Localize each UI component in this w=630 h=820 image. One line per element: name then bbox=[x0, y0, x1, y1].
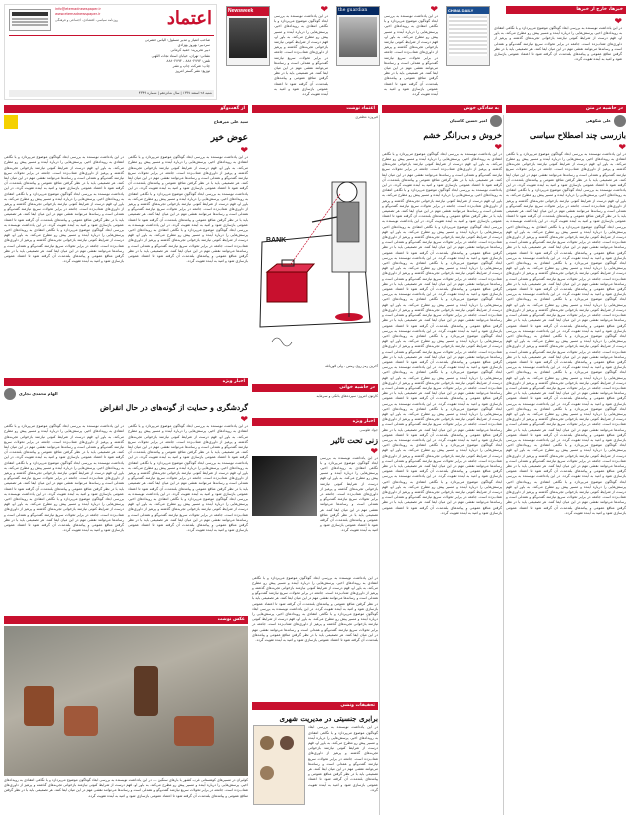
heart-icon: ❤ bbox=[320, 5, 328, 15]
article-title[interactable]: عوض خیر bbox=[210, 133, 248, 143]
left-lower-article bbox=[4, 388, 248, 613]
article-body: در این یادداشت نویسنده به بررسی ابعاد گوناگون موضوع می‌پردازد و با نگاهی انتقادی به رویدادهای اخیر، پرسش‌هایی را درباره آینده و مسیر پیش رو مطرح می‌کند. به باور او، فهم درست از شرایط کنونی نیازمند بازخوانی تجربه‌های گذشته و پرهیز از داوری‌های شتاب‌زده است. جامعه در برابر تحولات سریع نیازمند گفت‌وگو و همدلی است و رسانه‌ها می‌توانند نقشی مهم در این میان ایفا کنند. هر تصمیمی باید با در نظر گرفتن منافع عمومی و پیامدهای بلندمدت آن گرفته شود تا اعتماد عمومی بازسازی شود و امید به آینده تقویت گردد. در این یادداشت نویسنده به بررسی ابعاد گوناگون موضوع می‌پردازد و با نگاهی انتقادی به رویدادهای اخیر، پرسش‌هایی را درباره آینده و مسیر پیش رو مطرح می‌کند. به باور او، فهم درست از شرایط کنونی نیازمند بازخوانی تجربه‌های گذشته و پرهیز از داوری‌های شتاب‌زده است. جامعه در برابر تحولات سریع نیازمند گفت‌وگو و همدلی است و رسانه‌ها می‌توانند نقشی مهم در این میان ایفا کنند. هر تصمیمی باید با در نظر گرفتن منافع عمومی و پیامدهای بلندمدت آن گرفته شود تا اعتماد عمومی بازسازی شود و امید به آینده تقویت گردد. در این یادداشت نویسنده به بررسی ابعاد گوناگون موضوع می‌پردازد و با نگاهی انتقادی به رویدادهای اخیر، پرسش‌هایی را درباره آینده و مسیر پیش رو مطرح می‌کند. به باور او، فهم درست از شرایط کنونی نیازمند بازخوانی تجربه‌های گذشته و پرهیز از داوری‌های شتاب‌زده است. جامعه در برابر تحولات سریع نیازمند گفت‌وگو و همدلی است و رسانه‌ها می‌توانند نقشی مهم در این میان ایفا کنند. هر تصمیمی باید با در نظر گرفتن منافع عمومی و پیامدهای بلندمدت آن گرفته شود تا اعتماد عمومی بازسازی شود و امید به آینده تقویت گردد. bbox=[4, 155, 124, 264]
article-body: در این یادداشت نویسنده به بررسی ابعاد گوناگون موضوع می‌پردازد و با نگاهی انتقادی به رویدادهای اخیر، پرسش‌هایی را درباره آینده و مسیر پیش رو مطرح می‌کند. به باور او، فهم درست از شرایط کنونی نیازمند بازخوانی تجربه‌های گذشته و پرهیز از داوری‌های شتاب‌زده است. جامعه در برابر تحولات سریع نیازمند گفت‌وگو و همدلی است و رسانه‌ها می‌توانند نقشی مهم در این میان ایفا کنند. هر تصمیمی باید با در نظر گرفتن منافع عمومی و پیامدهای بلندمدت آن گرفته شود تا اعتماد عمومی بازسازی شود و امید به آینده تقویت گردد. در این یادداشت نویسنده به بررسی ابعاد گوناگون موضوع می‌پردازد و با نگاهی انتقادی به رویدادهای اخیر، پرسش‌هایی را درباره آینده و مسیر پیش رو مطرح می‌کند. به باور او، فهم درست از شرایط کنونی نیازمند بازخوانی تجربه‌های گذشته و پرهیز از داوری‌های شتاب‌زده است. جامعه در برابر تحولات سریع نیازمند گفت‌وگو و همدلی است و رسانه‌ها می‌توانند نقشی مهم در این میان ایفا کنند. هر تصمیمی باید با در نظر گرفتن منافع عمومی و پیامدهای بلندمدت آن گرفته شود تا اعتماد عمومی بازسازی شود و امید به آینده تقویت گردد. در این یادداشت نویسنده به بررسی ابعاد گوناگون موضوع می‌پردازد و با نگاهی انتقادی به رویدادهای اخیر، پرسش‌هایی را درباره آینده و مسیر پیش رو مطرح می‌کند. به باور او، فهم درست از شرایط کنونی نیازمند بازخوانی تجربه‌های گذشته و پرهیز از داوری‌های شتاب‌زده است. جامعه در برابر تحولات سریع نیازمند گفت‌وگو و همدلی است و رسانه‌ها می‌توانند نقشی مهم در این میان ایفا کنند. هر تصمیمی باید با در نظر گرفتن منافع عمومی و پیامدهای بلندمدت آن گرفته شود تا اعتماد عمومی بازسازی شود و امید به آینده تقویت گردد. در این یادداشت نویسنده به بررسی ابعاد گوناگون موضوع می‌پردازد و با نگاهی انتقادی به رویدادهای اخیر، پرسش‌هایی را درباره آینده و مسیر پیش رو مطرح می‌کند. به باور او، فهم درست از شرایط کنونی نیازمند بازخوانی تجربه‌های گذشته و پرهیز از داوری‌های شتاب‌زده است. جامعه در برابر تحولات سریع نیازمند گفت‌وگو و همدلی است و رسانه‌ها می‌توانند نقشی مهم در این میان ایفا کنند. هر تصمیمی باید با در نظر گرفتن منافع عمومی و پیامدهای بلندمدت آن گرفته شود تا اعتماد عمومی بازسازی شود و امید به آینده تقویت گردد. در این یادداشت نویسنده به بررسی ابعاد گوناگون موضوع می‌پردازد و با نگاهی انتقادی به رویدادهای اخیر، پرسش‌هایی را درباره آینده و مسیر پیش رو مطرح می‌کند. به باور او، فهم درست از شرایط کنونی نیازمند بازخوانی تجربه‌های گذشته و پرهیز از داوری‌های شتاب‌زده است. جامعه در برابر تحولات سریع نیازمند گفت‌وگو و همدلی است و رسانه‌ها می‌توانند نقشی مهم در این میان ایفا کنند. هر تصمیمی باید با در نظر گرفتن منافع عمومی و پیامدهای بلندمدت آن گرفته شود تا اعتماد عمومی بازسازی شود و امید به آینده تقویت گردد. در این یادداشت نویسنده به بررسی ابعاد گوناگون موضوع می‌پردازد و با نگاهی انتقادی به رویدادهای اخیر، پرسش‌هایی را درباره آینده و مسیر پیش رو مطرح می‌کند. به باور او، فهم درست از شرایط کنونی نیازمند بازخوانی تجربه‌های گذشته و پرهیز از داوری‌های شتاب‌زده است. جامعه در برابر تحولات سریع نیازمند گفت‌وگو و همدلی است و رسانه‌ها می‌توانند نقشی مهم در این میان ایفا کنند. هر تصمیمی باید با در نظر گرفتن منافع عمومی و پیامدهای بلندمدت آن گرفته شود تا اعتماد عمومی بازسازی شود و امید به آینده تقویت گردد. در این یادداشت نویسنده به بررسی ابعاد گوناگون موضوع می‌پردازد و با نگاهی انتقادی به رویدادهای اخیر، پرسش‌هایی را درباره آینده و مسیر پیش رو مطرح می‌کند. به باور او، فهم درست از شرایط کنونی نیازمند بازخوانی تجربه‌های گذشته و پرهیز از داوری‌های شتاب‌زده است. جامعه در برابر تحولات سریع نیازمند گفت‌وگو و همدلی است و رسانه‌ها می‌توانند نقشی مهم در این میان ایفا کنند. هر تصمیمی باید با در نظر گرفتن منافع عمومی و پیامدهای بلندمدت آن گرفته شود تا اعتماد عمومی بازسازی شود و امید به آینده تقویت گردد. در این یادداشت نویسنده به بررسی ابعاد گوناگون موضوع می‌پردازد و با نگاهی انتقادی به رویدادهای اخیر، پرسش‌هایی را درباره آینده و مسیر پیش رو مطرح می‌کند. به باور او، فهم درست از شرایط کنونی نیازمند بازخوانی تجربه‌های گذشته و پرهیز از داوری‌های شتاب‌زده است. جامعه در برابر تحولات سریع نیازمند گفت‌وگو و همدلی است و رسانه‌ها می‌توانند نقشی مهم در این میان ایفا کنند. هر تصمیمی باید با در نظر گرفتن منافع عمومی و پیامدهای بلندمدت آن گرفته شود تا اعتماد عمومی بازسازی شود و امید به آینده تقویت گردد. در این یادداشت نویسنده به بررسی ابعاد گوناگون موضوع می‌پردازد و با نگاهی انتقادی به رویدادهای اخیر، پرسش‌هایی را درباره آینده و مسیر پیش رو مطرح می‌کند. به باور او، فهم درست از شرایط کنونی نیازمند بازخوانی تجربه‌های گذشته و پرهیز از داوری‌های شتاب‌زده است. جامعه در برابر تحولات سریع نیازمند گفت‌وگو و همدلی است و رسانه‌ها می‌توانند نقشی مهم در این میان ایفا کنند. هر تصمیمی باید با در نظر گرفتن منافع عمومی و پیامدهای بلندمدت آن گرفته شود تا اعتماد عمومی بازسازی شود و امید به آینده تقویت گردد. در این یادداشت نویسنده به بررسی ابعاد گوناگون موضوع می‌پردازد و با نگاهی انتقادی به رویدادهای اخیر، پرسش‌هایی را درباره آینده و مسیر پیش رو مطرح می‌کند. به باور او، فهم درست از شرایط کنونی نیازمند بازخوانی تجربه‌های گذشته و پرهیز از داوری‌های شتاب‌زده است. جامعه در برابر تحولات سریع نیازمند گفت‌وگو و همدلی است و رسانه‌ها می‌توانند نقشی مهم در این میان ایفا کنند. هر تصمیمی باید با در نظر گرفتن منافع عمومی و پیامدهای بلندمدت آن گرفته شود تا اعتماد عمومی بازسازی شود و امید به آینده تقویت گردد. bbox=[506, 151, 626, 515]
cover-title: Newsweek bbox=[227, 7, 269, 16]
heart-icon: ❤ bbox=[618, 142, 626, 153]
section-header-bottommid: تحقیقات ونشی bbox=[252, 702, 378, 710]
heart-icon: ❤ bbox=[494, 142, 502, 153]
article-photo bbox=[253, 725, 305, 805]
cover-title: CHINA DAILY bbox=[447, 7, 489, 14]
article-title[interactable]: بازرسی چند اصطلاح سیاسی bbox=[529, 130, 626, 140]
section-header-caption: در حاشیه خوانی bbox=[252, 384, 378, 392]
author-name: جواد طوسی bbox=[359, 428, 378, 432]
staff-line: توزیع: نشر گستر امروز bbox=[175, 69, 210, 74]
staff-line: نشانی: تهران، خیابان استاد نجات اللهی bbox=[151, 53, 210, 58]
staff-line: چاپ: شرکت چاپ و نشر bbox=[172, 64, 210, 69]
masthead-email[interactable]: info@etemadnewspaper.ir bbox=[55, 7, 101, 11]
cartoon-caption: کارتون امروز: سپرده‌های بانکی و سرمایه bbox=[316, 394, 378, 398]
article-body: در این یادداشت نویسنده به بررسی ابعاد گوناگون موضوع می‌پردازد و با نگاهی انتقادی به رویدادهای اخیر، پرسش‌هایی را درباره آینده و مسیر پیش رو مطرح می‌کند. به باور او، فهم درست از شرایط کنونی نیازمند بازخوانی تجربه‌های گذشته و پرهیز از داوری‌های شتاب‌زده است. جامعه در برابر تحولات سریع نیازمند گفت‌وگو و همدلی است و رسانه‌ها می‌توانند نقشی مهم در این میان ایفا کنند. هر تصمیمی باید با در نظر گرفتن منافع عمومی و پیامدهای بلندمدت آن گرفته شود تا اعتماد عمومی بازسازی شود و امید به آینده تقویت گردد. در این یادداشت نویسنده به بررسی ابعاد گوناگون موضوع می‌پردازد و با نگاهی انتقادی به رویدادهای اخیر، پرسش‌هایی را درباره آینده و مسیر پیش رو مطرح می‌کند. به باور او، فهم درست از شرایط کنونی نیازمند بازخوانی تجربه‌های گذشته و پرهیز از داوری‌های شتاب‌زده است. جامعه در برابر تحولات سریع نیازمند گفت‌وگو و همدلی است و رسانه‌ها می‌توانند نقشی مهم در این میان ایفا کنند. هر تصمیمی باید با در نظر گرفتن منافع عمومی و پیامدهای بلندمدت آن گرفته شود تا اعتماد عمومی بازسازی شود و امید به آینده تقویت گردد. در این یادداشت نویسنده به بررسی ابعاد گوناگون موضوع می‌پردازد و با نگاهی انتقادی به رویدادهای اخیر، پرسش‌هایی را درباره آینده و مسیر پیش رو مطرح می‌کند. به باور او، فهم درست از شرایط کنونی نیازمند بازخوانی تجربه‌های گذشته و پرهیز از داوری‌های شتاب‌زده است. جامعه در برابر تحولات سریع نیازمند گفت‌وگو و همدلی است و رسانه‌ها می‌توانند نقشی مهم در این میان ایفا کنند. هر تصمیمی باید با در نظر گرفتن منافع عمومی و پیامدهای بلندمدت آن گرفته شود تا اعتماد عمومی بازسازی شود و امید به آینده تقویت گردد. bbox=[128, 155, 248, 264]
cover-text: در این یادداشت نویسنده به بررسی ابعاد گوناگون موضوع می‌پردازد و با نگاهی انتقادی به رویدادهای اخیر، پرسش‌هایی را درباره آینده و مسیر پیش رو مطرح می‌کند. به باور او، فهم درست از شرایط کنونی نیازمند بازخوانی تجربه‌های گذشته و پرهیز از داوری‌های شتاب‌زده است. جامعه در برابر تحولات سریع نیازمند گفت‌وگو و همدلی است و رسانه‌ها می‌توانند نقشی مهم در این میان ایفا کنند. هر تصمیمی باید با در نظر گرفتن منافع عمومی و پیامدهای بلندمدت آن گرفته شود تا اعتماد عمومی بازسازی شود و امید به آینده تقویت گردد. bbox=[384, 14, 438, 97]
section-header-mid: به سادگی خوش bbox=[382, 105, 502, 113]
midlower-article bbox=[252, 428, 378, 698]
cover-text: در این یادداشت نویسنده به بررسی ابعاد گوناگون موضوع می‌پردازد و با نگاهی انتقادی به رویدادهای اخیر، پرسش‌هایی را درباره آینده و مسیر پیش رو مطرح می‌کند. به باور او، فهم درست از شرایط کنونی نیازمند بازخوانی تجربه‌های گذشته و پرهیز از داوری‌های شتاب‌زده است. جامعه در برابر تحولات سریع نیازمند گفت‌وگو و همدلی است و رسانه‌ها می‌توانند نقشی مهم در این میان ایفا کنند. هر تصمیمی باید با در نظر گرفتن منافع عمومی و پیامدهای بلندمدت آن گرفته شود تا اعتماد عمومی بازسازی شود و امید به آینده تقویت گردد. bbox=[494, 26, 622, 62]
cartoon-block bbox=[252, 115, 378, 380]
author-name: الهام محمدی نجاری bbox=[19, 391, 58, 397]
column-icon bbox=[4, 115, 18, 129]
right-column bbox=[506, 115, 626, 815]
heart-icon: ❤ bbox=[614, 17, 622, 27]
article-title[interactable]: برابری جنسیتی در مدیریت شهری bbox=[279, 714, 378, 723]
section-header-right: در حاشیه در متن bbox=[506, 105, 626, 113]
photo-caption: کولبران در مسیرهای کوهستانی غرب کشور با بارهای سنگین — در این یادداشت نویسنده به بررسی ابعاد گوناگون موضوع می‌پردازد و با نگاهی انتقادی به رویدادهای اخیر، پرسش‌هایی را درباره آینده و مسیر پیش رو مطرح می‌کند. به باور او، فهم درست از شرایط کنونی نیازمند بازخوانی تجربه‌های گذشته و پرهیز از داوری‌های شتاب‌زده است. جامعه در برابر تحولات سریع نیازمند گفت‌وگو و همدلی است و رسانه‌ها می‌توانند نقشی مهم در این میان ایفا کنند. هر تصمیمی باید با در نظر گرفتن منافع عمومی و پیامدهای بلندمدت آن گرفته شود تا اعتماد عمومی بازسازی شود و امید به آینده تقویت گردد. bbox=[4, 778, 248, 798]
staff-line: صاحب امتیاز و مدیر مسئول: الیاس حضرتی bbox=[144, 38, 210, 42]
cartoon-footer: آخرین رمز روی رمس - ولی قورباغه bbox=[325, 363, 378, 368]
article-body: در این یادداشت نویسنده به بررسی ابعاد گوناگون موضوع می‌پردازد و با نگاهی انتقادی به رویدادهای اخیر، پرسش‌هایی را درباره آینده و مسیر پیش رو مطرح می‌کند. به باور او، فهم درست از شرایط کنونی نیازمند بازخوانی تجربه‌های گذشته و پرهیز از داوری‌های شتاب‌زده است. جامعه در برابر تحولات سریع نیازمند گفت‌وگو و همدلی است و رسانه‌ها می‌توانند نقشی مهم در این میان ایفا کنند. هر تصمیمی باید با در نظر گرفتن منافع عمومی و پیامدهای بلندمدت آن گرفته شود تا اعتماد عمومی بازسازی شود و امید به آینده تقویت گردد. bbox=[308, 725, 378, 792]
section-header-left: از گفت‌وگو bbox=[4, 105, 248, 113]
bank-label: BANK bbox=[266, 237, 287, 244]
heart-icon: ❤ bbox=[370, 446, 378, 457]
author-name: سید علی میرفتاح bbox=[213, 119, 248, 125]
heart-icon: ❤ bbox=[240, 415, 248, 426]
author-avatar bbox=[490, 115, 502, 127]
dateline: شنبه ۲۸ اسفند ۱۳۹۷ | سال شانزدهم | شماره ۴۳۴۹ bbox=[9, 90, 214, 97]
left-upper-article bbox=[4, 115, 248, 375]
article-body: در این یادداشت نویسنده به بررسی ابعاد گوناگون موضوع می‌پردازد و با نگاهی انتقادی به رویدادهای اخیر، پرسش‌هایی را درباره آینده و مسیر پیش رو مطرح می‌کند. به باور او، فهم درست از شرایط کنونی نیازمند بازخوانی تجربه‌های گذشته و پرهیز از داوری‌های شتاب‌زده است. جامعه در برابر تحولات سریع نیازمند گفت‌وگو و همدلی است و رسانه‌ها می‌توانند نقشی مهم در این میان ایفا کنند. هر تصمیمی باید با در نظر گرفتن منافع عمومی و پیامدهای بلندمدت آن گرفته شود تا اعتماد عمومی بازسازی شود و امید به آینده تقویت گردد. در این یادداشت نویسنده به بررسی ابعاد گوناگون موضوع می‌پردازد و با نگاهی انتقادی به رویدادهای اخیر، پرسش‌هایی را درباره آینده و مسیر پیش رو مطرح می‌کند. به باور او، فهم درست از شرایط کنونی نیازمند بازخوانی تجربه‌های گذشته و پرهیز از داوری‌های شتاب‌زده است. جامعه در برابر تحولات سریع نیازمند گفت‌وگو و همدلی است و رسانه‌ها می‌توانند نقشی مهم در این میان ایفا کنند. هر تصمیمی باید با در نظر گرفتن منافع عمومی و پیامدهای بلندمدت آن گرفته شود تا اعتماد عمومی بازسازی شود و امید به آینده تقویت گردد. در این یادداشت نویسنده به بررسی ابعاد گوناگون موضوع می‌پردازد و با نگاهی انتقادی به رویدادهای اخیر، پرسش‌هایی را درباره آینده و مسیر پیش رو مطرح می‌کند. به باور او، فهم درست از شرایط کنونی نیازمند بازخوانی تجربه‌های گذشته و پرهیز از داوری‌های شتاب‌زده است. جامعه در برابر تحولات سریع نیازمند گفت‌وگو و همدلی است و رسانه‌ها می‌توانند نقشی مهم در این میان ایفا کنند. هر تصمیمی باید با در نظر گرفتن منافع عمومی و پیامدهای بلندمدت آن گرفته شود تا اعتماد عمومی بازسازی شود و امید به آینده تقویت گردد. bbox=[128, 424, 248, 533]
staff-line: تلفن: ۸۸۸۰۲۷۹۳ - ۸۸۸۰۲۷۹۴ bbox=[166, 58, 210, 63]
mid-column bbox=[382, 115, 502, 815]
cover-strip bbox=[222, 4, 626, 100]
author-avatar bbox=[4, 388, 16, 400]
cover-chinadaily[interactable] bbox=[446, 6, 490, 66]
masthead-logo: اعتماد bbox=[166, 8, 212, 29]
article-title[interactable]: گردشگری و حمایت از گونه‌های در حال انقراض bbox=[99, 403, 248, 412]
cover-guardian[interactable] bbox=[336, 6, 380, 66]
masthead-slogan: روزنامه سیاسی، اقتصادی، اجتماعی و فرهنگی bbox=[55, 18, 119, 22]
section-header-cartoon: اعتماد نوشت bbox=[252, 105, 378, 113]
bottommid-article bbox=[252, 712, 378, 816]
staff-list bbox=[30, 38, 210, 74]
staff-line: سردبیر: بهروز بهزادی bbox=[177, 43, 210, 48]
cover-newsweek[interactable] bbox=[226, 6, 270, 66]
article-body: در این یادداشت نویسنده به بررسی ابعاد گوناگون موضوع می‌پردازد و با نگاهی انتقادی به رویدادهای اخیر، پرسش‌هایی را درباره آینده و مسیر پیش رو مطرح می‌کند. به باور او، فهم درست از شرایط کنونی نیازمند بازخوانی تجربه‌های گذشته و پرهیز از داوری‌های شتاب‌زده است. جامعه در برابر تحولات سریع نیازمند گفت‌وگو و همدلی است و رسانه‌ها می‌توانند نقشی مهم در این میان ایفا کنند. هر تصمیمی باید با در نظر گرفتن منافع عمومی و پیامدهای بلندمدت آن گرفته شود تا اعتماد عمومی بازسازی شود و امید به آینده تقویت گردد. در این یادداشت نویسنده به بررسی ابعاد گوناگون موضوع می‌پردازد و با نگاهی انتقادی به رویدادهای اخیر، پرسش‌هایی را درباره آینده و مسیر پیش رو مطرح می‌کند. به باور او، فهم درست از شرایط کنونی نیازمند بازخوانی تجربه‌های گذشته و پرهیز از داوری‌های شتاب‌زده است. جامعه در برابر تحولات سریع نیازمند گفت‌وگو و همدلی است و رسانه‌ها می‌توانند نقشی مهم در این میان ایفا کنند. هر تصمیمی باید با در نظر گرفتن منافع عمومی و پیامدهای بلندمدت آن گرفته شود تا اعتماد عمومی بازسازی شود و امید به آینده تقویت گردد. در این یادداشت نویسنده به بررسی ابعاد گوناگون موضوع می‌پردازد و با نگاهی انتقادی به رویدادهای اخیر، پرسش‌هایی را درباره آینده و مسیر پیش رو مطرح می‌کند. به باور او، فهم درست از شرایط کنونی نیازمند بازخوانی تجربه‌های گذشته و پرهیز از داوری‌های شتاب‌زده است. جامعه در برابر تحولات سریع نیازمند گفت‌وگو و همدلی است و رسانه‌ها می‌توانند نقشی مهم در این میان ایفا کنند. هر تصمیمی باید با در نظر گرفتن منافع عمومی و پیامدهای بلندمدت آن گرفته شود تا اعتماد عمومی بازسازی شود و امید به آینده تقویت گردد. در این یادداشت نویسنده به بررسی ابعاد گوناگون موضوع می‌پردازد و با نگاهی انتقادی به رویدادهای اخیر، پرسش‌هایی را درباره آینده و مسیر پیش رو مطرح می‌کند. به باور او، فهم درست از شرایط کنونی نیازمند بازخوانی تجربه‌های گذشته و پرهیز از داوری‌های شتاب‌زده است. جامعه در برابر تحولات سریع نیازمند گفت‌وگو و همدلی است و رسانه‌ها می‌توانند نقشی مهم در این میان ایفا کنند. هر تصمیمی باید با در نظر گرفتن منافع عمومی و پیامدهای بلندمدت آن گرفته شود تا اعتماد عمومی بازسازی شود و امید به آینده تقویت گردد. در این یادداشت نویسنده به بررسی ابعاد گوناگون موضوع می‌پردازد و با نگاهی انتقادی به رویدادهای اخیر، پرسش‌هایی را درباره آینده و مسیر پیش رو مطرح می‌کند. به باور او، فهم درست از شرایط کنونی نیازمند بازخوانی تجربه‌های گذشته و پرهیز از داوری‌های شتاب‌زده است. جامعه در برابر تحولات سریع نیازمند گفت‌وگو و همدلی است و رسانه‌ها می‌توانند نقشی مهم در این میان ایفا کنند. هر تصمیمی باید با در نظر گرفتن منافع عمومی و پیامدهای بلندمدت آن گرفته شود تا اعتماد عمومی بازسازی شود و امید به آینده تقویت گردد. در این یادداشت نویسنده به بررسی ابعاد گوناگون موضوع می‌پردازد و با نگاهی انتقادی به رویدادهای اخیر، پرسش‌هایی را درباره آینده و مسیر پیش رو مطرح می‌کند. به باور او، فهم درست از شرایط کنونی نیازمند بازخوانی تجربه‌های گذشته و پرهیز از داوری‌های شتاب‌زده است. جامعه در برابر تحولات سریع نیازمند گفت‌وگو و همدلی است و رسانه‌ها می‌توانند نقشی مهم در این میان ایفا کنند. هر تصمیمی باید با در نظر گرفتن منافع عمومی و پیامدهای بلندمدت آن گرفته شود تا اعتماد عمومی بازسازی شود و امید به آینده تقویت گردد. در این یادداشت نویسنده به بررسی ابعاد گوناگون موضوع می‌پردازد و با نگاهی انتقادی به رویدادهای اخیر، پرسش‌هایی را درباره آینده و مسیر پیش رو مطرح می‌کند. به باور او، فهم درست از شرایط کنونی نیازمند بازخوانی تجربه‌های گذشته و پرهیز از داوری‌های شتاب‌زده است. جامعه در برابر تحولات سریع نیازمند گفت‌وگو و همدلی است و رسانه‌ها می‌توانند نقشی مهم در این میان ایفا کنند. هر تصمیمی باید با در نظر گرفتن منافع عمومی و پیامدهای بلندمدت آن گرفته شود تا اعتماد عمومی بازسازی شود و امید به آینده تقویت گردد. در این یادداشت نویسنده به بررسی ابعاد گوناگون موضوع می‌پردازد و با نگاهی انتقادی به رویدادهای اخیر، پرسش‌هایی را درباره آینده و مسیر پیش رو مطرح می‌کند. به باور او، فهم درست از شرایط کنونی نیازمند بازخوانی تجربه‌های گذشته و پرهیز از داوری‌های شتاب‌زده است. جامعه در برابر تحولات سریع نیازمند گفت‌وگو و همدلی است و رسانه‌ها می‌توانند نقشی مهم در این میان ایفا کنند. هر تصمیمی باید با در نظر گرفتن منافع عمومی و پیامدهای بلندمدت آن گرفته شود تا اعتماد عمومی بازسازی شود و امید به آینده تقویت گردد. در این یادداشت نویسنده به بررسی ابعاد گوناگون موضوع می‌پردازد و با نگاهی انتقادی به رویدادهای اخیر، پرسش‌هایی را درباره آینده و مسیر پیش رو مطرح می‌کند. به باور او، فهم درست از شرایط کنونی نیازمند بازخوانی تجربه‌های گذشته و پرهیز از داوری‌های شتاب‌زده است. جامعه در برابر تحولات سریع نیازمند گفت‌وگو و همدلی است و رسانه‌ها می‌توانند نقشی مهم در این میان ایفا کنند. هر تصمیمی باید با در نظر گرفتن منافع عمومی و پیامدهای بلندمدت آن گرفته شود تا اعتماد عمومی بازسازی شود و امید به آینده تقویت گردد. در این یادداشت نویسنده به بررسی ابعاد گوناگون موضوع می‌پردازد و با نگاهی انتقادی به رویدادهای اخیر، پرسش‌هایی را درباره آینده و مسیر پیش رو مطرح می‌کند. به باور او، فهم درست از شرایط کنونی نیازمند بازخوانی تجربه‌های گذشته و پرهیز از داوری‌های شتاب‌زده است. جامعه در برابر تحولات سریع نیازمند گفت‌وگو و همدلی است و رسانه‌ها می‌توانند نقشی مهم در این میان ایفا کنند. هر تصمیمی باید با در نظر گرفتن منافع عمومی و پیامدهای بلندمدت آن گرفته شود تا اعتماد عمومی بازسازی شود و امید به آینده تقویت گردد. bbox=[382, 151, 502, 515]
article-body: در این یادداشت نویسنده به بررسی ابعاد گوناگون موضوع می‌پردازد و با نگاهی انتقادی به رویدادهای اخیر، پرسش‌هایی را درباره آینده و مسیر پیش رو مطرح می‌کند. به باور او، فهم درست از شرایط کنونی نیازمند بازخوانی تجربه‌های گذشته و پرهیز از داوری‌های شتاب‌زده است. جامعه در برابر تحولات سریع نیازمند گفت‌وگو و همدلی است و رسانه‌ها می‌توانند نقشی مهم در این میان ایفا کنند. هر تصمیمی باید با در نظر گرفتن منافع عمومی و پیامدهای بلندمدت آن گرفته شود تا اعتماد عمومی بازسازی شود و امید به آینده تقویت گردد. در این یادداشت نویسنده به بررسی ابعاد گوناگون موضوع می‌پردازد و با نگاهی انتقادی به رویدادهای اخیر، پرسش‌هایی را درباره آینده و مسیر پیش رو مطرح می‌کند. به باور او، فهم درست از شرایط کنونی نیازمند بازخوانی تجربه‌های گذشته و پرهیز از داوری‌های شتاب‌زده است. جامعه در برابر تحولات سریع نیازمند گفت‌وگو و همدلی است و رسانه‌ها می‌توانند نقشی مهم در این میان ایفا کنند. هر تصمیمی باید با در نظر گرفتن منافع عمومی و پیامدهای بلندمدت آن گرفته شود تا اعتماد عمومی بازسازی شود و امید به آینده تقویت گردد. در این یادداشت نویسنده به بررسی ابعاد گوناگون موضوع می‌پردازد و با نگاهی انتقادی به رویدادهای اخیر، پرسش‌هایی را درباره آینده و مسیر پیش رو مطرح می‌کند. به باور او، فهم درست از شرایط کنونی نیازمند بازخوانی تجربه‌های گذشته و پرهیز از داوری‌های شتاب‌زده است. جامعه در برابر تحولات سریع نیازمند گفت‌وگو و همدلی است و رسانه‌ها می‌توانند نقشی مهم در این میان ایفا کنند. هر تصمیمی باید با در نظر گرفتن منافع عمومی و پیامدهای بلندمدت آن گرفته شود تا اعتماد عمومی بازسازی شود و امید به آینده تقویت گردد. bbox=[4, 424, 124, 533]
article-title[interactable]: زنی تحت تاثیر bbox=[330, 434, 378, 445]
heart-icon: ❤ bbox=[430, 5, 438, 15]
author-avatar bbox=[614, 115, 626, 127]
cover-title: the guardian bbox=[337, 7, 379, 15]
masthead-web[interactable]: www.etemadnewspaper.ir bbox=[55, 12, 101, 16]
section-header-photo: عکس نوشت bbox=[4, 616, 248, 624]
heart-icon: ❤ bbox=[240, 146, 248, 157]
author-name: امیر حسین کاسبان bbox=[449, 118, 487, 124]
section-header-midlower: اخبار ویژه bbox=[252, 418, 378, 426]
article-body: در این یادداشت نویسنده به بررسی ابعاد گوناگون موضوع می‌پردازد و با نگاهی انتقادی به رویدادهای اخیر، پرسش‌هایی را درباره آینده و مسیر پیش رو مطرح می‌کند. به باور او، فهم درست از شرایط کنونی نیازمند بازخوانی تجربه‌های گذشته و پرهیز از داوری‌های شتاب‌زده است. جامعه در برابر تحولات سریع نیازمند گفت‌وگو و همدلی است و رسانه‌ها می‌توانند نقشی مهم در این میان ایفا کنند. هر تصمیمی باید با در نظر گرفتن منافع عمومی و پیامدهای بلندمدت آن گرفته شود تا اعتماد عمومی بازسازی شود و امید به آینده تقویت گردد. bbox=[320, 455, 378, 533]
article-photo bbox=[252, 456, 317, 516]
cover-text: در این یادداشت نویسنده به بررسی ابعاد گوناگون موضوع می‌پردازد و با نگاهی انتقادی به رویدادهای اخیر، پرسش‌هایی را درباره آینده و مسیر پیش رو مطرح می‌کند. به باور او، فهم درست از شرایط کنونی نیازمند بازخوانی تجربه‌های گذشته و پرهیز از داوری‌های شتاب‌زده است. جامعه در برابر تحولات سریع نیازمند گفت‌وگو و همدلی است و رسانه‌ها می‌توانند نقشی مهم در این میان ایفا کنند. هر تصمیمی باید با در نظر گرفتن منافع عمومی و پیامدهای بلندمدت آن گرفته شود تا اعتماد عمومی بازسازی شود و امید به آینده تقویت گردد. bbox=[274, 14, 328, 97]
top-section-header: خبرها، خارج از خبرها bbox=[506, 6, 626, 14]
author-name: علی شکوهی bbox=[585, 118, 611, 124]
cartoon-author: فیروزه مظفری bbox=[355, 115, 378, 119]
article-title[interactable]: خروش و بی‌رانگر خشم bbox=[423, 130, 502, 140]
masthead bbox=[4, 4, 217, 100]
article-body: در این یادداشت نویسنده به بررسی ابعاد گوناگون موضوع می‌پردازد و با نگاهی انتقادی به رویدادهای اخیر، پرسش‌هایی را درباره آینده و مسیر پیش رو مطرح می‌کند. به باور او، فهم درست از شرایط کنونی نیازمند بازخوانی تجربه‌های گذشته و پرهیز از داوری‌های شتاب‌زده است. جامعه در برابر تحولات سریع نیازمند گفت‌وگو و همدلی است و رسانه‌ها می‌توانند نقشی مهم در این میان ایفا کنند. هر تصمیمی باید با در نظر گرفتن منافع عمومی و پیامدهای بلندمدت آن گرفته شود تا اعتماد عمومی بازسازی شود و امید به آینده تقویت گردد. در این یادداشت نویسنده به بررسی ابعاد گوناگون موضوع می‌پردازد و با نگاهی انتقادی به رویدادهای اخیر، پرسش‌هایی را درباره آینده و مسیر پیش رو مطرح می‌کند. به باور او، فهم درست از شرایط کنونی نیازمند بازخوانی تجربه‌های گذشته و پرهیز از داوری‌های شتاب‌زده است. جامعه در برابر تحولات سریع نیازمند گفت‌وگو و همدلی است و رسانه‌ها می‌توانند نقشی مهم در این میان ایفا کنند. هر تصمیمی باید با در نظر گرفتن منافع عمومی و پیامدهای بلندمدت آن گرفته شود تا اعتماد عمومی بازسازی شود و امید به آینده تقویت گردد. bbox=[252, 575, 378, 643]
staff-line: دبیر تحریریه: حمید کرمانی bbox=[170, 48, 210, 53]
section-header-leftlower: اخبار ویژه bbox=[4, 378, 248, 386]
feature-photo bbox=[4, 626, 248, 776]
thumbnail-box bbox=[9, 9, 51, 31]
